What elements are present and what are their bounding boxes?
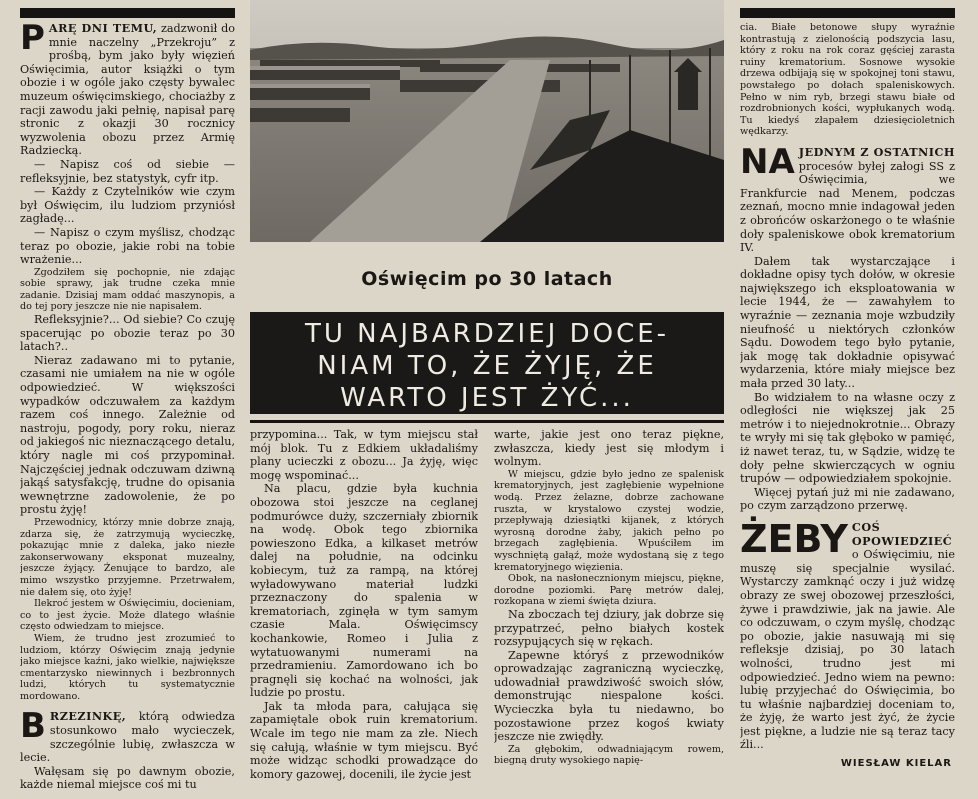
kicker-title: Oświęcim po 30 latach: [361, 268, 613, 290]
col3-paragraph-4: Na zboczach tej dziury, jak dobrze się przypatrzeć, pełno białych kostek rozsypujących się w rękach.: [494, 607, 724, 649]
camp-photo-svg: [250, 0, 724, 242]
camp-barracks-photo: [250, 0, 724, 242]
column-4: [740, 22, 955, 757]
col1-lead: ARĘ DNI TEMU,: [48, 22, 158, 35]
col4-paragraph-4: Bo widziałem to na własne oczy z odległości nie większej jak 25 metrów i to niejednokrotnie... Obrazy te wryły mi się tak głęboko w pamięć, iż nawet teraz, tu, w Sądzie, widzę te doły pełne skwierczących w ogniu trupów — odpowiedziałem spokojnie.: [740, 390, 955, 486]
column-3: [494, 428, 724, 798]
col4-paragraph-3: Dałem tak wystarczające i dokładne opisy tych dołów, w okresie największego ich eksploatowania w lecie 1944, że — zawahyłem to wyraźnie — zeznania moje wzbudziły nieufność u niektórych członków Sądu. Dowodem tego było pytanie, jak mogę tak dokładnie opisywać wydarzenia, które miały miejsce bez mała przed 30 laty...: [740, 254, 955, 391]
col2-paragraph-1: przypomina... Tak, w tym miejscu stał mój blok. Tu z Edkiem układaliśmy plany ucieczki z obozu... Ja żyję, więc mogę wspominać...: [250, 428, 478, 482]
main-headline: [250, 312, 724, 414]
col1-paragraph-2: — Napisz coś od siebie — refleksyjnie, bez statystyk, cyfr itp.: [20, 157, 235, 185]
col3-paragraph-6: Za głębokim, odwadniającym rowem, biegną druty wysokiego napię-: [494, 743, 724, 767]
col1-paragraph-6: Refleksyjnie?... Od siebie? Co czuję spacerując po obozie teraz po 30 latach?..: [20, 313, 235, 354]
headline-line-2: NIAM TO, ŻE ŻYJĘ, ŻE: [317, 351, 657, 381]
col1-paragraph-3: — Każdy z Czytelników wie czym był Oświęcim, ilu ludziom przyniósł zagładę...: [20, 185, 235, 226]
col1-paragraph-1: PARĘ DNI TEMU, zadzwonił do mnie naczelny „Przekroju” z prośbą, bym jako były więzień Oświęcimia, autor książki o tym obozie i w ogóle jako częsty bywalec muzeum oświęcimskiego, chociażby z racji zawodu jaki pełnię, napisał parę stronic z okazji 30 rocznicy wyzwolenia obozu przez Armię Radziecką.: [20, 22, 235, 158]
col1-paragraph-12: Wałęsam się po dawnym obozie, każde niemal miejsce coś mi tu: [20, 764, 235, 792]
column-rule-mid-top: [250, 420, 724, 423]
col4-paragraph-6: ŻEBY COŚ OPOWIEDZIEĆ o Oświęcimiu, nie muszę się specjalnie wysilać. Wystarczy zamknąć oczy i już widzę obrazy ze swej obozowej przeszłości, żywe i prawdziwie, jak na jawie. Ale co odczuwam, o czym myślę, chodząc po obozie, jakie nasuwają mi się refleksje dzisiaj, po 30 latach wolności, trudno jest mi odpowiedzieć. Jedno wiem na pewno: lubię przyjechać do Oświęcimia, bo tu właśnie najbardziej doceniam to, że żyję, że warto jest żyć, że życie jest piękne, a ludzie nie są teraz tacy źli...: [740, 516, 955, 752]
col1-paragraph-11: BRZEZINKĘ, którą odwiedza stosunkowo mało wycieczek, szczególnie lubię, zwłaszcza w lecie.: [20, 706, 235, 765]
dropcap-zeby: ŻEBY: [740, 516, 848, 561]
column-2: [250, 428, 478, 798]
dropcap-na: NA: [740, 141, 795, 182]
headline-line-1: TU NAJBARDZIEJ DOCE-: [304, 319, 670, 349]
col3-paragraph-1: warte, jakie jest ono teraz piękne, zwłaszcza, kiedy jest się młodym i wolnym.: [494, 428, 724, 469]
col3-paragraph-5: Zapewne któryś z przewodników oprowadzając zagraniczną wycieczkę, udowadniał prawdziwość swoich słów, demonstrując niespalone kości. Wycieczka była tu niedawno, bo pozostawione przez kogoś kwiaty jeszcze nie zwiędły.: [494, 648, 724, 744]
dropcap-b: B: [20, 706, 46, 747]
column-1: [20, 22, 235, 797]
top-rule-left: [20, 8, 235, 18]
col1-paragraph-4: — Napisz o czym myślisz, chodząc teraz po obozie, jakie robi na tobie wrażenie...: [20, 225, 235, 267]
headline-line-3: WARTO JEST ŻYĆ...: [340, 383, 634, 413]
dropcap-p: P: [20, 22, 45, 58]
col1-paragraph-9: Ilekroć jestem w Oświęcimiu, docieniam, co to jest życie. Może dlatego właśnie często odwiedzam to miejsce.: [20, 598, 235, 633]
col4-paragraph-5: Więcej pytań już mi nie zadawano, po czym zarządzono przerwę.: [740, 485, 955, 513]
col3-paragraph-3: Obok, na nasłonecznionym miejscu, piękne, dorodne poziomki. Parę metrów dalej, rozkopana w ziemi święta dziura.: [494, 573, 724, 608]
col1-paragraph-10: Wiem, że trudno jest zrozumieć to ludziom, którzy Oświęcim znają jedynie jako miejsce kaźni, jako wielkie, największe cmentarzysko niewinnych i bezbronnych ludzi, których tu systematycznie mordowano.: [20, 632, 235, 702]
col1-paragraph-5: Zgodziłem się pochopnie, nie zdając sobie sprawy, jak trudne czeka mnie zadanie. Dzisiaj mam oddać maszynopis, a do tej pory jeszcze nie nie napisałem.: [20, 266, 235, 313]
col4-paragraph-1: cia. Białe betonowe słupy wyraźnie kontrastują z zielonością podszycia lasu, który z roku na rok coraz gęściej zarasta ruiny krematorium. Sosnowe wysokie drzewa odbijają się w spokojnej toni stawu, powstałego po dołach spaleniskowych. Pełno w nim ryb, brzegi stawu białe od rozdrobnionych kości, wypłukanych wodą. Tu kiedyś złapałem dziesięcioletnich wędkarzy.: [740, 22, 955, 138]
top-rule-right: [740, 8, 955, 18]
col2-paragraph-3: Jak ta młoda para, całująca się zapamiętale obok ruin krematorium. Wcale im tego nie mam za złe. Niech się całują, właśnie w tym miejscu. Być może widząc schodki prowadzące do komory gazowej, docenili, ile życie jest: [250, 699, 478, 781]
col3-paragraph-2: W miejscu, gdzie było jedno ze spalenisk krematoryjnych, jest zagłębienie wypełnione wodą. Przez żelazne, dobrze zachowane ruszta, w krystalowo czystej wodzie, przepływają dziesiątki kijanek, z których wyrosną dorodne żaby, jakich pełno po brzegach zagłębienia. Wpuściłem im wyschniętą gałąź, może wydostaną się z tego krematoryjnego więzienia.: [494, 468, 724, 573]
col1-paragraph-8: Przewodnicy, którzy mnie dobrze znają, zdarza się, że zatrzymują wycieczkę, pokazując mnie z daleka, jako niezłe zakonserwowany eksponat muzealny, jeszcze żyjący. Żenujące to bardzo, ale mimo wszystko przyjemne. Przetrwałem, nie dałem się, oto żyję!: [20, 516, 235, 598]
author-signature: WIESŁAW KIELAR: [840, 758, 952, 769]
col4-paragraph-2: NA JEDNYM Z OSTATNICH procesów byłej załogi SS z Oświęcimia, we Frankfurcie nad Menem, podczas zeznań, mocno mnie indagował jeden z obrońców oskarżonego o te właśnie doły spaleniskowe obok krematorium IV.: [740, 141, 955, 255]
col2-paragraph-2: Na placu, gdzie była kuchnia obozowa stoi jeszcze na ceglanej podmurówce duży, szczerniały zbiornik na wodę. Obok tego zbiornika powieszono Edka, a kilkaset metrów dalej na południe, na odcinku kobiecym, tuż za rampą, na której wyładowywano materiał ludzki przeznaczony do spalenia w krematoriach, zginęła w tym samym czasie Mala. Oświęcimscy kochankowie, Romeo i Julia z wytatuowanymi numerami na przedramieniu. Zamordowano ich bo pragnęli się kochać na wolności, jak ludzie po prostu.: [250, 482, 478, 700]
col1-paragraph-7: Nieraz zadawano mi to pytanie, czasami nie umiałem na nie w ogóle odpowiedzieć. W większości wypadków odczuwałem za każdym razem coś innego. Zależnie od nastroju, pogody, pory roku, nieraz od jakiegoś nic nieznaczącego detalu, który nagle mi coś przypominał. Najczęściej jednak odczuwam dziwną jakąś satysfakcję, trudne do opisania wewnętrzne zadowolenie, że po prostu żyję!: [20, 353, 235, 517]
